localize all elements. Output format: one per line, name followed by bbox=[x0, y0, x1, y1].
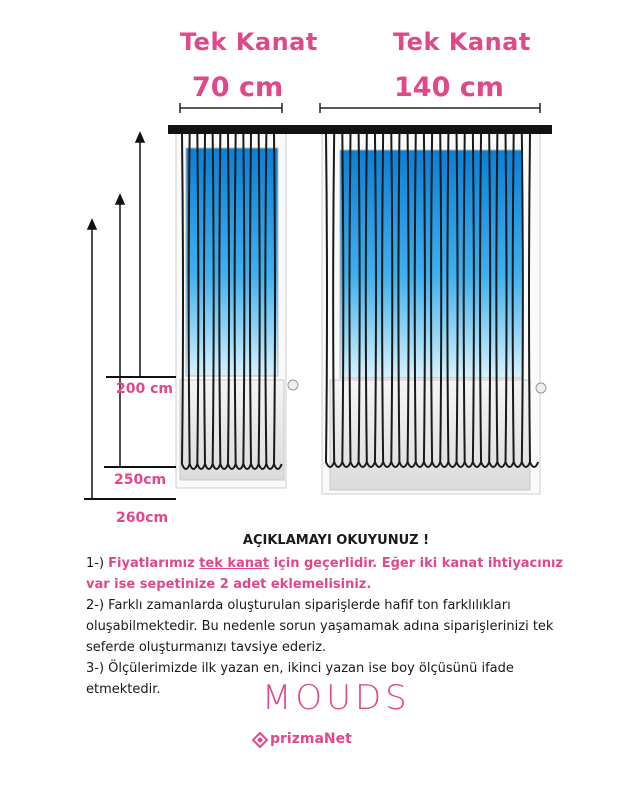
left-width-dimension bbox=[180, 103, 282, 113]
brand-logo-word: MOUDS bbox=[262, 678, 411, 718]
height-label-260: 260cm bbox=[116, 510, 169, 526]
brand-logo-name: prizmaNet bbox=[270, 731, 352, 747]
height-label-250: 250cm bbox=[114, 472, 167, 488]
height-arrow-250 bbox=[116, 195, 124, 466]
right-radiator-valve bbox=[536, 383, 546, 393]
left-window bbox=[176, 130, 286, 488]
height-label-200: 200 cm bbox=[116, 381, 173, 397]
note-1-part1: Fiyatlarımız bbox=[108, 556, 200, 571]
note-1 bbox=[86, 553, 586, 595]
right-width-dimension bbox=[320, 103, 540, 113]
height-arrow-200 bbox=[136, 133, 144, 376]
note-1-part2: için geçerlidir. Eğer iki kanat ihtiyacınız var ise sepetinize 2 adet eklemelisiniz. bbox=[86, 556, 564, 592]
left-panel-title: Tek Kanat bbox=[180, 28, 318, 56]
note-2: 2-) Farklı zamanlarda oluşturulan siparişlerde hafif ton farklılıkları oluşabilmektedir. Bu nedenle sorun yaşamamak adına siparişlerinizi tek seferde oluşturmanızı tavsiye ederiz. bbox=[86, 598, 554, 655]
note-1-link: tek kanat bbox=[199, 556, 270, 571]
note-1-prefix: 1-) bbox=[86, 556, 109, 571]
height-arrow-260 bbox=[88, 220, 96, 498]
left-radiator-valve bbox=[288, 380, 298, 390]
right-panel-title: Tek Kanat bbox=[393, 28, 531, 56]
notes-heading: AÇIKLAMAYI OKUYUNUZ ! bbox=[242, 533, 430, 548]
left-panel-width: 70 cm bbox=[192, 72, 284, 103]
note-3: 3-) Ölçülerimizde ilk yazan en, ikinci yazan ise boy ölçüsünü ifade etmektedir. bbox=[86, 661, 514, 697]
prizmanet-logo-icon bbox=[252, 732, 268, 748]
right-panel-width: 140 cm bbox=[394, 72, 504, 103]
notes-section bbox=[86, 530, 586, 700]
curtain-rod bbox=[168, 125, 552, 134]
